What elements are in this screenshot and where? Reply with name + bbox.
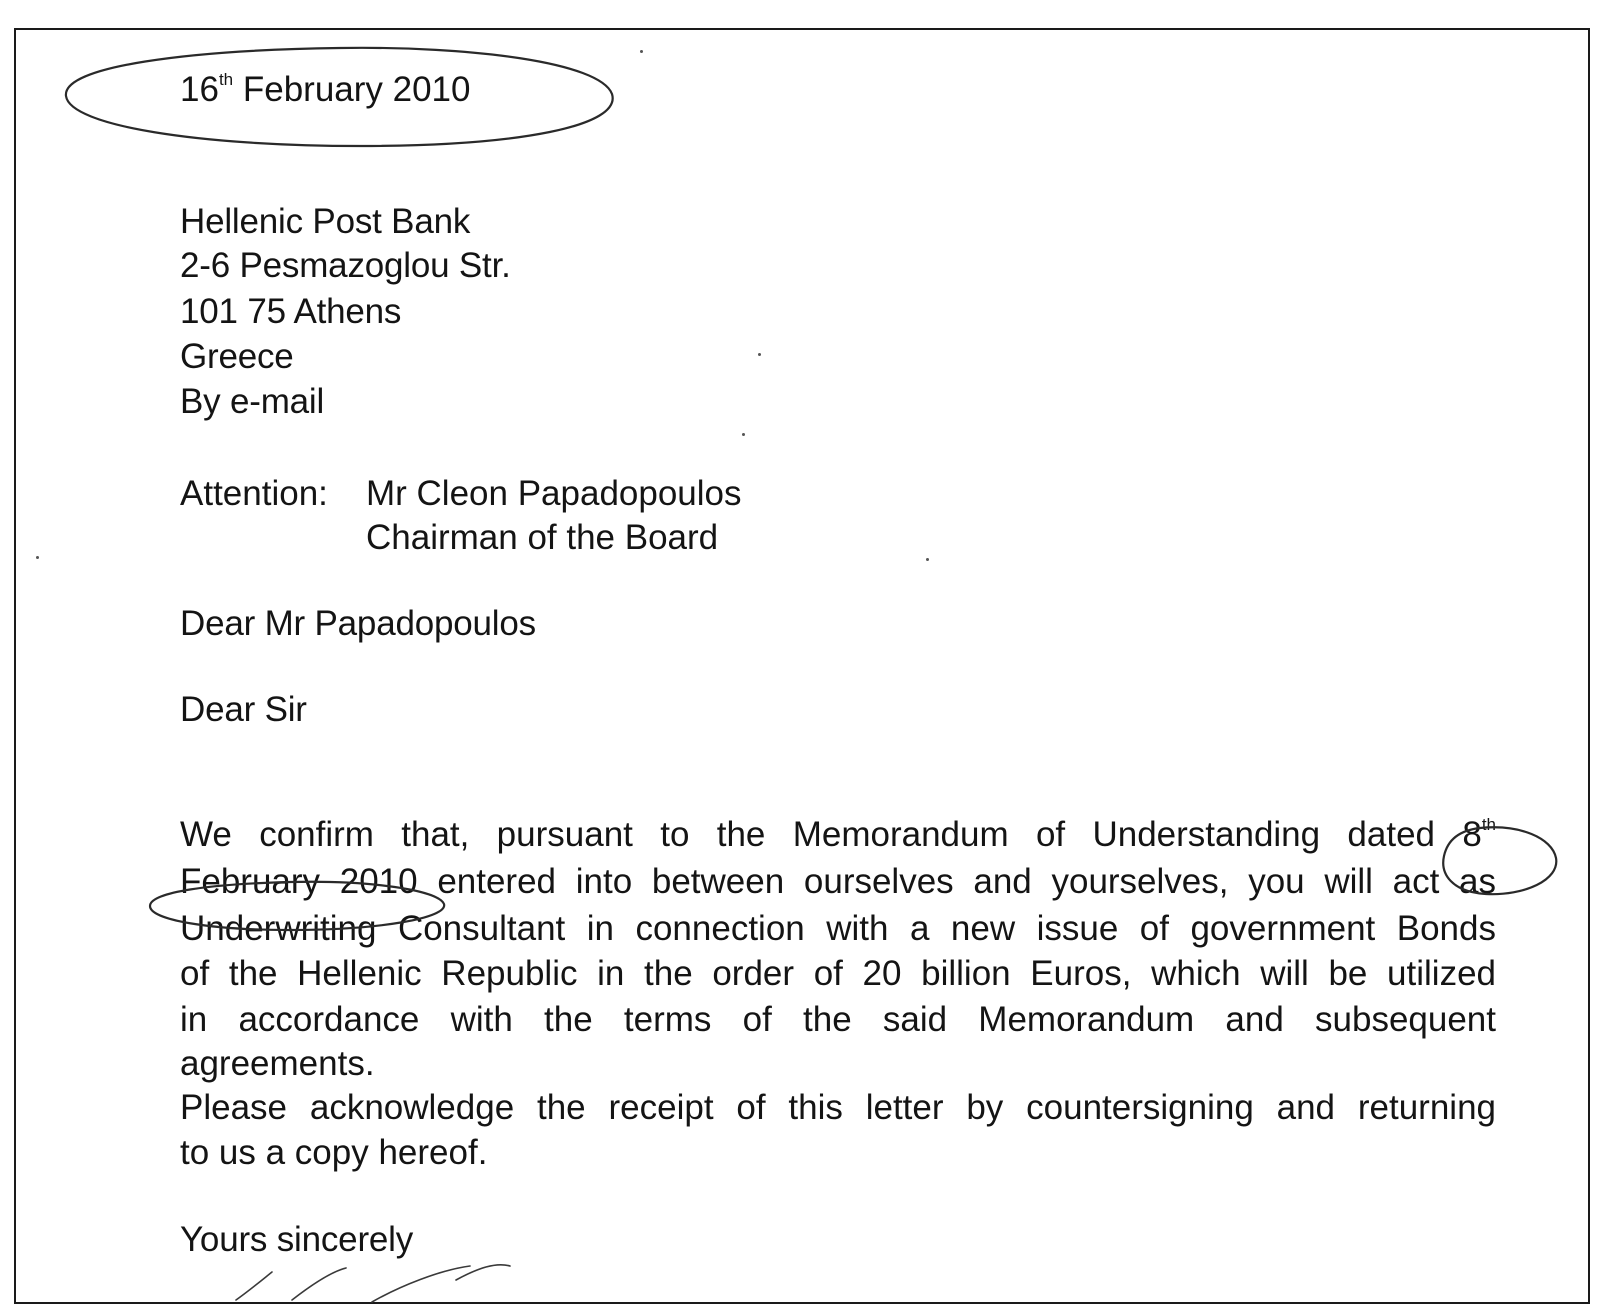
scan-speck (36, 556, 39, 559)
body-line-3: Underwriting Consultant in connection with a new issue of government Bonds (180, 909, 1496, 948)
body-line-6: agreements. (180, 1044, 375, 1083)
salutation-name: Dear Mr Papadopoulos (180, 604, 536, 643)
attention-title: Chairman of the Board (366, 518, 719, 557)
salutation-sir: Dear Sir (180, 690, 307, 729)
attention-name: Mr Cleon Papadopoulos (366, 474, 742, 513)
body-line-4: of the Hellenic Republic in the order of 20 billion Euros, which will be utilized (180, 954, 1496, 993)
address-country: Greece (180, 337, 294, 376)
address-bank: Hellenic Post Bank (180, 202, 471, 241)
scan-speck (758, 353, 761, 356)
scan-speck (926, 558, 929, 561)
body-line-8: to us a copy hereof. (180, 1133, 488, 1172)
closing: Yours sincerely (180, 1220, 414, 1259)
body-line-5: in accordance with the terms of the said Memorandum and subsequent (180, 1000, 1496, 1039)
body-line-2: February 2010 entered into between ourselves and yourselves, you will act as (180, 862, 1496, 901)
scan-speck (640, 50, 643, 53)
address-delivery: By e-mail (180, 382, 325, 421)
body-line-7: Please acknowledge the receipt of this letter by countersigning and returning (180, 1088, 1496, 1127)
body-line-1: We confirm that, pursuant to the Memorandum of Understanding dated 8th (180, 815, 1496, 854)
address-city: 101 75 Athens (180, 292, 402, 331)
letter-date: 16th February 2010 (180, 70, 471, 109)
address-street: 2-6 Pesmazoglou Str. (180, 246, 511, 285)
attention-label: Attention: (180, 474, 328, 513)
scan-speck (742, 433, 745, 436)
